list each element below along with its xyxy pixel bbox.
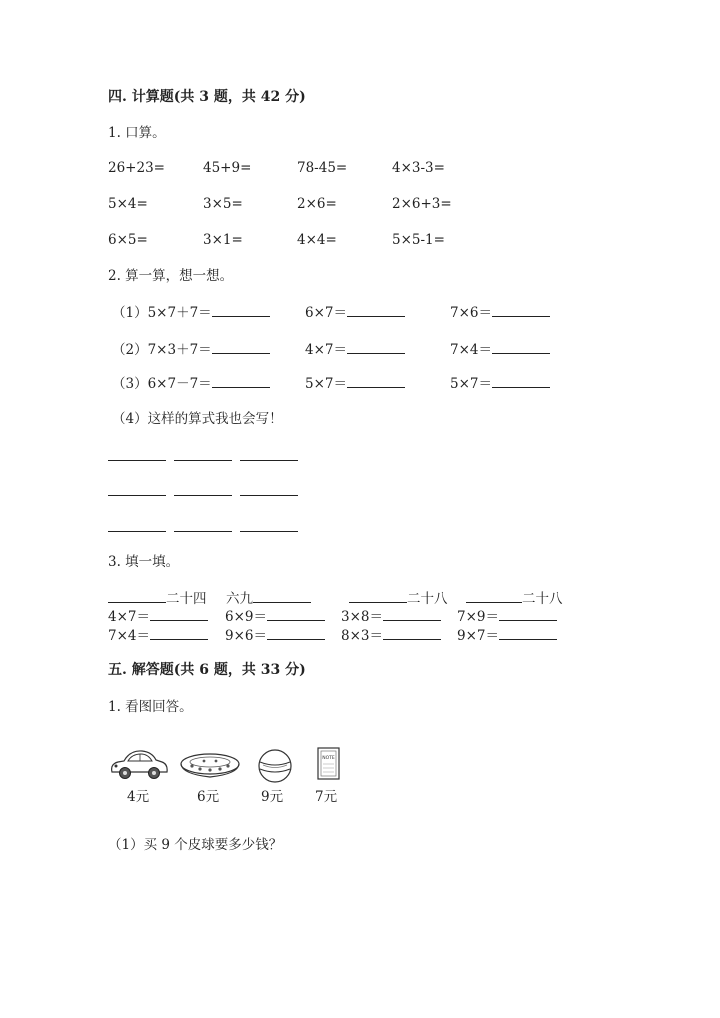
answer-line[interactable] — [108, 495, 166, 496]
calc-item: 45+9= — [203, 160, 252, 176]
answer-line[interactable] — [174, 495, 232, 496]
q2-item: 5×7＝ — [305, 374, 405, 393]
q2-item: 4×7＝ — [305, 340, 405, 359]
price-label: 4元 — [127, 789, 150, 805]
calc-item: 4×3-3= — [392, 160, 445, 176]
q3-item: 8×3＝ — [341, 626, 441, 645]
q3-item: 3×8＝ — [341, 607, 441, 626]
q3-item: 7×4＝ — [108, 626, 208, 645]
q2-item: （3）6×7－7＝ — [112, 374, 270, 393]
q3-item: 9×7＝ — [457, 626, 557, 645]
q2-item: 7×6＝ — [450, 303, 550, 322]
q2-item: （2）7×3＋7＝ — [112, 340, 270, 359]
calc-item: 26+23= — [108, 160, 165, 176]
answer-line[interactable] — [240, 460, 298, 461]
answer-line[interactable] — [240, 495, 298, 496]
q1-title: 1. 口算。 — [108, 125, 166, 141]
q2-title: 2. 算一算，想一想。 — [108, 268, 234, 284]
notebook-label: NOTE — [322, 756, 335, 761]
price-label: 9元 — [261, 789, 284, 805]
q3-item: 二十四 — [108, 589, 207, 608]
calc-item: 78-45= — [297, 160, 348, 176]
calc-item: 3×1= — [203, 232, 243, 248]
answer-line[interactable] — [174, 531, 232, 532]
answer-line[interactable] — [108, 531, 166, 532]
q3-item: 9×6＝ — [225, 626, 325, 645]
s5-q1-title: 1. 看图回答。 — [108, 699, 193, 715]
q2-item: 5×7＝ — [450, 374, 550, 393]
q2-item: （1）5×7＋7＝ — [112, 303, 270, 322]
q3-title: 3. 填一填。 — [108, 554, 180, 570]
q3-item: 7×9＝ — [457, 607, 557, 626]
section5-title: 五. 解答题(共 6 题，共 33 分) — [108, 662, 306, 678]
q3-item: 4×7＝ — [108, 607, 208, 626]
toy-car-icon — [108, 746, 170, 782]
q3-item: 六九 — [226, 589, 311, 608]
price-label: 6元 — [197, 789, 220, 805]
answer-line[interactable] — [108, 460, 166, 461]
ball-icon — [255, 748, 295, 784]
q2-item: 6×7＝ — [305, 303, 405, 322]
calc-item: 5×5-1= — [392, 232, 445, 248]
calc-item: 3×5= — [203, 196, 243, 212]
q2-sub4-label: （4）这样的算式我也会写！ — [112, 411, 283, 427]
q3-item: 二十八 — [466, 589, 563, 608]
q2-item: 7×4＝ — [450, 340, 550, 359]
q3-item: 6×9＝ — [225, 607, 325, 626]
calc-item: 2×6+3= — [392, 196, 452, 212]
notebook-icon — [316, 746, 342, 782]
answer-line[interactable] — [174, 460, 232, 461]
s5-q1-sub1: （1）买 9 个皮球要多少钱？ — [108, 837, 283, 853]
section4-title: 四. 计算题(共 3 题，共 42 分) — [108, 89, 306, 105]
calc-item: 6×5= — [108, 232, 148, 248]
calc-item: 5×4= — [108, 196, 148, 212]
cake-icon — [178, 748, 242, 782]
price-label: 7元 — [315, 789, 338, 805]
calc-item: 2×6= — [297, 196, 337, 212]
answer-line[interactable] — [240, 531, 298, 532]
q3-item: 二十八 — [349, 589, 448, 608]
calc-item: 4×4= — [297, 232, 337, 248]
